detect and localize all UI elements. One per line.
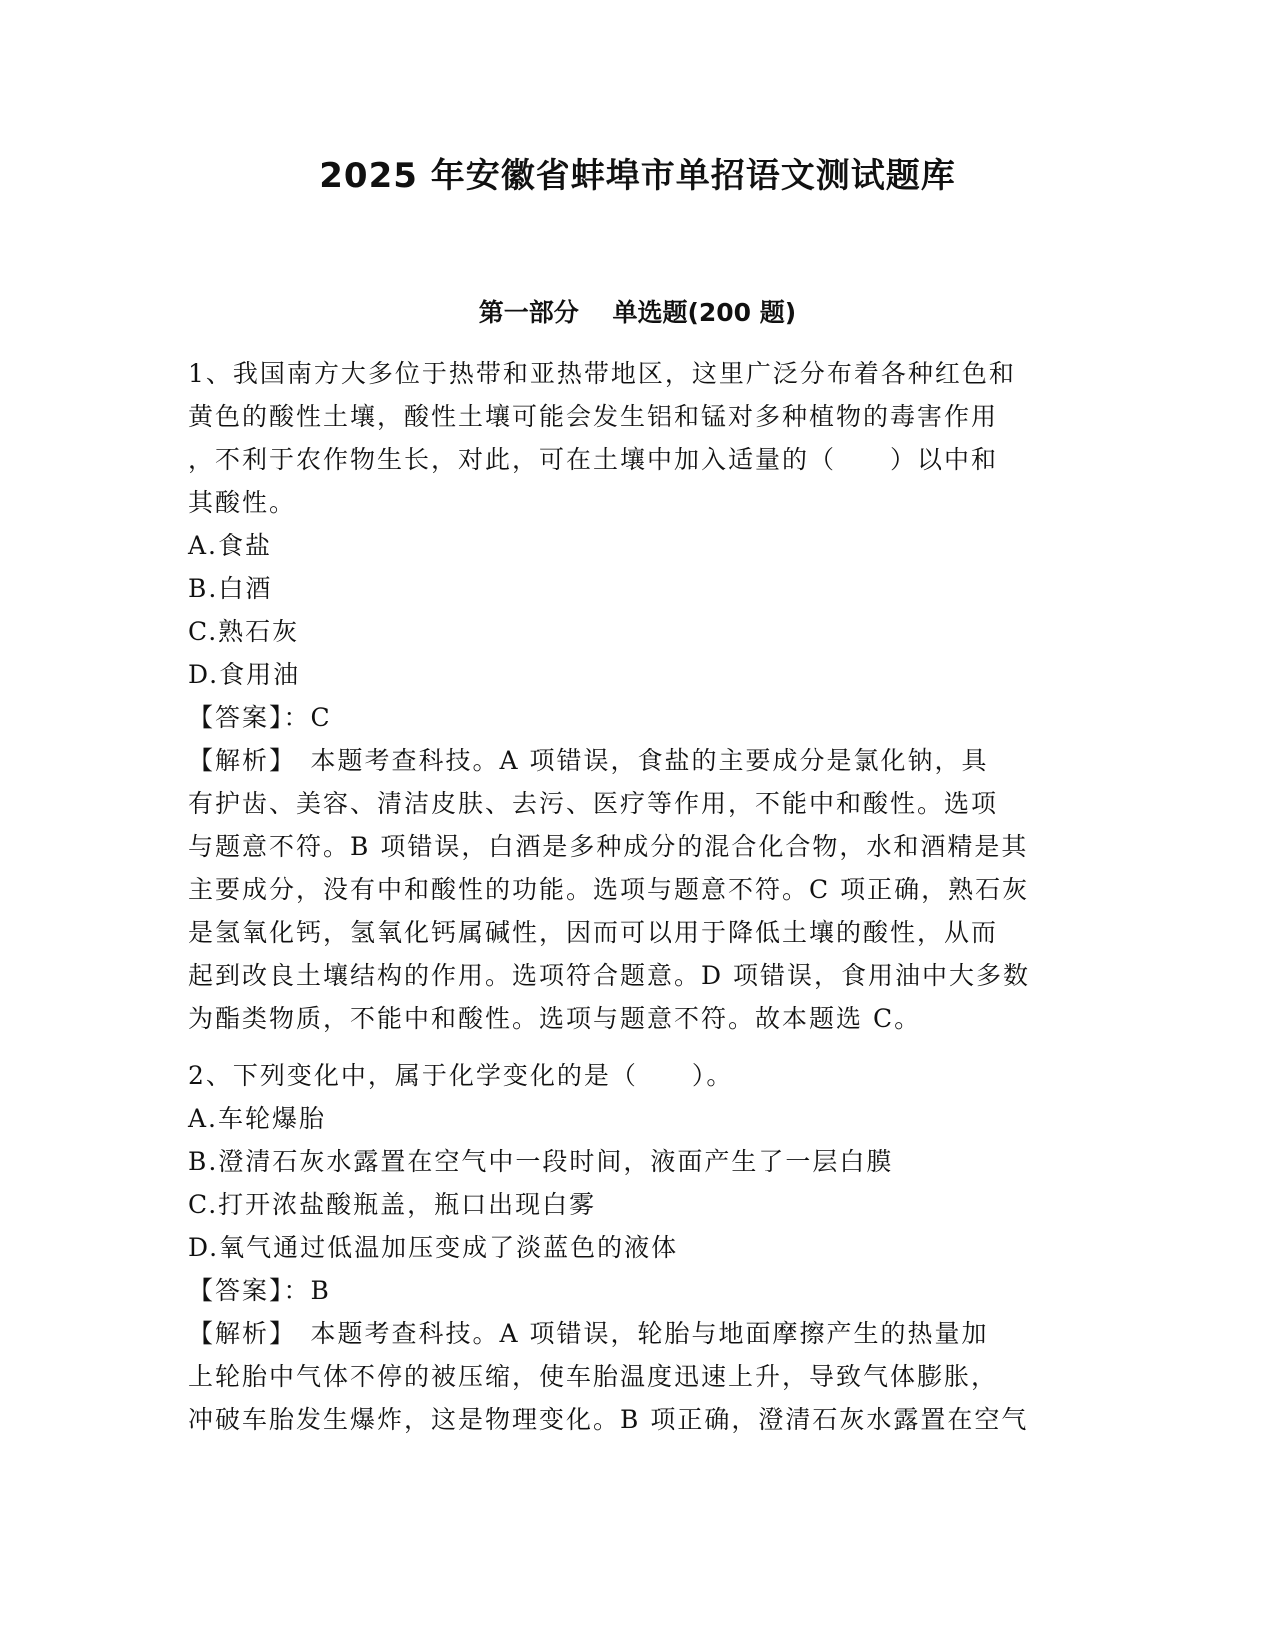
analysis-line: 是氢氧化钙，氢氧化钙属碱性，因而可以用于降低土壤的酸性，从而 [188, 918, 999, 947]
stem-line: 黄色的酸性土壤，酸性土壤可能会发生铝和锰对多种植物的毒害作用 [188, 402, 999, 431]
document-body [188, 352, 1078, 1441]
analysis-line: 为酯类物质，不能中和酸性。选项与题意不符。故本题选 C。 [188, 1004, 922, 1033]
question-1 [188, 352, 1078, 1040]
option-c: C.熟石灰 [188, 617, 300, 646]
analysis-line: 上轮胎中气体不停的被压缩，使车胎温度迅速上升，导致气体膨胀， [188, 1362, 999, 1391]
analysis-line: 【解析】 本题考查科技。A 项错误，轮胎与地面摩擦产生的热量加 [188, 1319, 989, 1348]
analysis-line: 【解析】 本题考查科技。A 项错误，食盐的主要成分是氯化钠，具 [188, 746, 989, 775]
question-options [188, 524, 1078, 696]
stem-line: ，不利于农作物生长，对此，可在土壤中加入适量的（ ）以中和 [188, 445, 999, 474]
answer: 【答案】：C [188, 703, 332, 732]
question-stem [188, 1054, 1078, 1097]
analysis-line: 冲破车胎发生爆炸，这是物理变化。B 项正确，澄清石灰水露置在空气 [188, 1405, 1029, 1434]
analysis-line: 起到改良土壤结构的作用。选项符合题意。D 项错误，食用油中大多数 [188, 961, 1030, 990]
option-a: A.车轮爆胎 [188, 1104, 327, 1133]
stem-line: 其酸性。 [188, 488, 297, 517]
document-title: 2025 年安徽省蚌埠市单招语文测试题库 [319, 156, 956, 196]
question-options [188, 1097, 1078, 1269]
stem-line: 2、下列变化中，属于化学变化的是（ ）。 [188, 1061, 734, 1090]
option-a: A.食盐 [188, 531, 273, 560]
option-d: D.食用油 [188, 660, 301, 689]
analysis [188, 1312, 1078, 1441]
analysis-line: 有护齿、美容、清洁皮肤、去污、医疗等作用，不能中和酸性。选项 [188, 789, 999, 818]
question-divider [188, 1040, 1078, 1054]
option-b: B.澄清石灰水露置在空气中一段时间，液面产生了一层白膜 [188, 1147, 894, 1176]
analysis [188, 739, 1078, 1040]
analysis-line: 与题意不符。B 项错误，白酒是多种成分的混合化合物，水和酒精是其 [188, 832, 1029, 861]
option-b: B.白酒 [188, 574, 273, 603]
option-d: D.氧气通过低温加压变成了淡蓝色的液体 [188, 1233, 679, 1262]
analysis-line: 主要成分，没有中和酸性的功能。选项与题意不符。C 项正确，熟石灰 [188, 875, 1030, 904]
answer: 【答案】：B [188, 1276, 331, 1305]
question-2 [188, 1054, 1078, 1441]
stem-line: 1、我国南方大多位于热带和亚热带地区，这里广泛分布着各种红色和 [188, 359, 1016, 388]
question-stem [188, 352, 1078, 524]
option-c: C.打开浓盐酸瓶盖，瓶口出现白雾 [188, 1190, 597, 1219]
section-heading: 第一部分 单选题(200 题) [478, 298, 797, 327]
